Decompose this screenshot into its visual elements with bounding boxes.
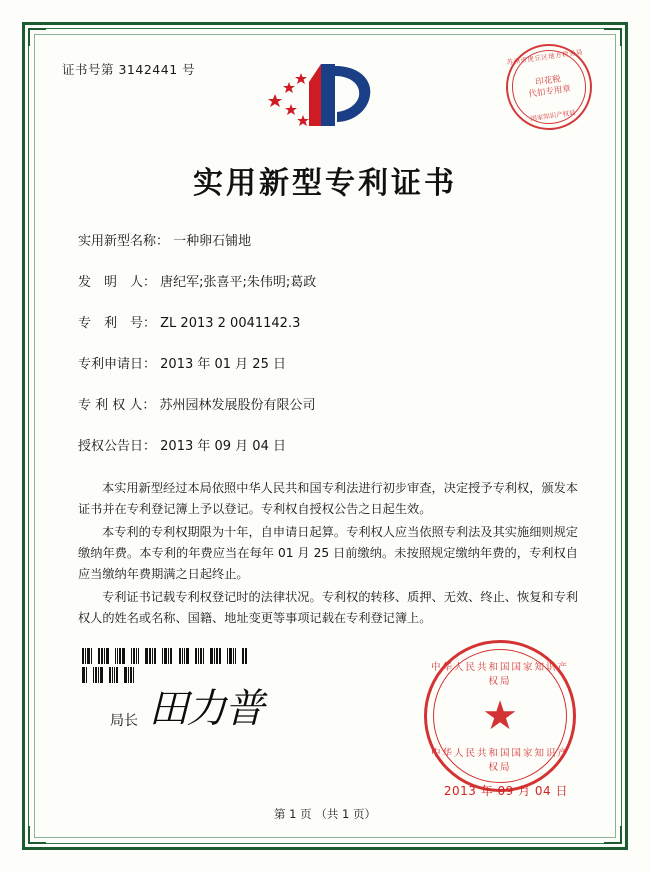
- certificate-content: [40, 40, 610, 832]
- field-row: [78, 394, 582, 413]
- field-row: [78, 353, 582, 372]
- paragraph: 专利证书记载专利权登记时的法律状况。专利权的转移、质押、无效、终止、恢复和专利权人的姓名或名称、国籍、地址变更等事项记载在专利登记簿上。: [78, 590, 578, 625]
- field-label: 授权公告日：: [78, 439, 157, 454]
- tax-seal-arc-bottom: 国家知识产权局: [529, 108, 577, 123]
- paragraph: 本实用新型经过本局依照中华人民共和国专利法进行初步审查，决定授予专利权，颁发本证书并在专利登记簿上予以登记。专利权自授权公告之日起生效。: [78, 481, 578, 516]
- seal-date: 2013 年 09 月 04 日: [443, 784, 568, 798]
- field-row: [78, 312, 582, 331]
- tax-seal-line1: 印花税: [534, 74, 562, 88]
- official-seal-arc-bottom: 中华人民共和国国家知识产权局: [430, 748, 569, 773]
- field-value: 苏州园林发展股份有限公司: [159, 398, 316, 413]
- field-row: [78, 230, 582, 249]
- field-row: [78, 271, 582, 290]
- field-label: 专利申请日：: [78, 357, 157, 372]
- signature-name: 田力普: [148, 686, 263, 732]
- tax-stamp-seal: [500, 38, 597, 135]
- tax-seal-line2: 代扣专用章: [527, 84, 572, 100]
- body-paragraphs: [78, 478, 578, 631]
- star-icon: ★: [482, 693, 518, 739]
- field-label: 专 利 号：: [78, 316, 157, 331]
- signature-label: 局长: [110, 713, 138, 729]
- sipo-logo-icon: [265, 60, 385, 138]
- field-list: [78, 230, 582, 476]
- page-title: 实用新型专利证书: [193, 166, 457, 201]
- field-value: ZL 2013 2 0041142.3: [160, 316, 301, 331]
- field-value: 2013 年 09 月 04 日: [160, 439, 286, 454]
- certificate-number: 证书号第 3142441 号: [62, 62, 196, 77]
- field-label: 专 利 权 人：: [78, 398, 156, 413]
- field-value: 唐纪军;张喜平;朱伟明;葛政: [160, 275, 317, 290]
- field-label: 实用新型名称：: [78, 234, 170, 249]
- field-value: 一种卵石铺地: [173, 234, 252, 249]
- official-seal-arc-top: 中华人民共和国国家知识产权局: [430, 662, 569, 687]
- tax-seal-arc-top: 苏州市虎丘区地方税务局: [506, 47, 584, 67]
- barcode: [82, 648, 250, 664]
- paragraph: 本专利的专利权期限为十年，自申请日起算。专利权人应当依照专利法及其实施细则规定缴纳年费。本专利的年费应当在每年 01 月 25 日前缴纳。未按照规定缴纳年费的，专利权自应当缴纳年费期满之日起终止。: [78, 525, 578, 581]
- field-value: 2013 年 01 月 25 日: [160, 357, 286, 372]
- signature-block: [110, 688, 262, 730]
- page-footer: 第 1 页 （共 1 页）: [274, 807, 376, 821]
- field-row: [78, 435, 582, 454]
- official-round-seal: [424, 640, 576, 792]
- field-label: 发 明 人：: [78, 275, 157, 290]
